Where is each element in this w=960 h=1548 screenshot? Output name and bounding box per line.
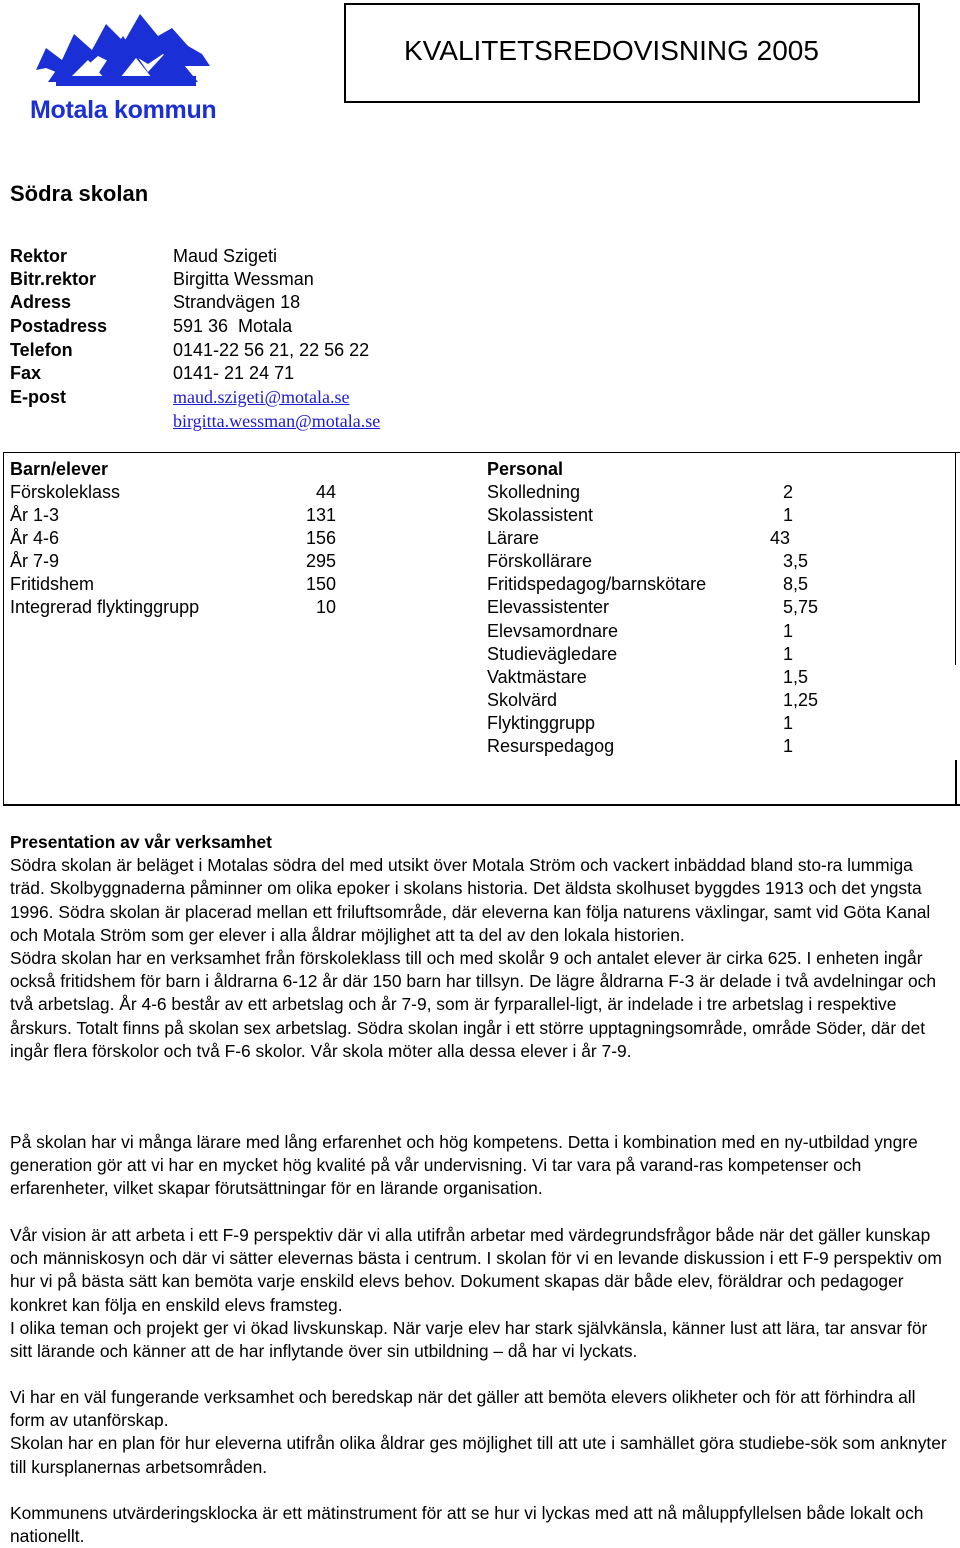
- contact-label: E-post: [10, 387, 66, 407]
- document-title: KVALITETSREDOVISNING 2005: [404, 35, 819, 66]
- staff-label: Lärare: [487, 528, 540, 548]
- students-label: År 7-9: [10, 551, 60, 571]
- staff-label: Elevassistenter: [487, 597, 610, 617]
- presentation-block-2: [10, 1131, 950, 1201]
- students-label: År 1-3: [10, 505, 60, 525]
- staff-value: 1: [783, 505, 794, 525]
- staff-value: 8,5: [783, 574, 809, 594]
- stats-box-edge: [955, 452, 956, 665]
- students-value: 295: [305, 551, 336, 571]
- contact-label: Telefon: [10, 340, 73, 360]
- staff-row: [487, 735, 794, 758]
- staff-label: Resurspedagog: [487, 736, 615, 756]
- presentation-paragraph: På skolan har vi många lärare med lång erfarenhet och hög kompetens. Detta i kombination med en ny-utbildad yngre generation gör att vi har en mycket hög kvalité på vår undervisning. Vi tar vara på varand-ras kompetenser och erfarenheter, vilket skapar förutsättningar för en lärande organisation.: [10, 1132, 918, 1199]
- staff-row: [487, 712, 794, 735]
- contact-value: 591 36 Motala: [173, 316, 293, 336]
- contact-value: Maud Szigeti: [173, 246, 278, 266]
- students-row: [10, 596, 336, 619]
- students-value: 44: [315, 482, 336, 502]
- staff-row: [487, 527, 791, 550]
- staff-row: [487, 643, 794, 666]
- students-label: År 4-6: [10, 528, 60, 548]
- staff-row: [487, 620, 794, 643]
- email-link-rektor[interactable]: maud.szigeti@motala.se: [173, 387, 350, 407]
- students-value: 150: [305, 574, 336, 594]
- staff-row: [487, 481, 794, 504]
- staff-label: Studievägledare: [487, 644, 618, 664]
- students-row: [10, 550, 336, 573]
- presentation-block-5: [10, 1502, 950, 1548]
- staff-label: Vaktmästare: [487, 667, 587, 687]
- staff-value: 1: [783, 621, 794, 641]
- staff-value: 1,25: [783, 690, 819, 710]
- students-value: 10: [315, 597, 336, 617]
- staff-label: Förskollärare: [487, 551, 593, 571]
- contact-label: Postadress: [10, 316, 108, 336]
- students-value: 156: [305, 528, 336, 548]
- students-label: Fritidshem: [10, 574, 95, 594]
- students-heading: Barn/elever: [10, 459, 109, 479]
- contact-value: 0141-22 56 21, 22 56 22: [173, 340, 370, 360]
- staff-label: Fritidspedagog/barnskötare: [487, 574, 707, 594]
- email-link-bitr-rektor[interactable]: birgitta.wessman@motala.se: [173, 411, 381, 431]
- school-name: Södra skolan: [10, 181, 149, 206]
- staff-row: [487, 689, 819, 712]
- logo-text: Motala kommun: [30, 96, 217, 124]
- staff-value: 5,75: [783, 597, 819, 617]
- staff-row: [487, 504, 794, 527]
- presentation-paragraph: Vår vision är att arbeta i ett F-9 perspektiv där vi alla utifrån arbetar med värdegrundsfrågor både när det gäller kunskap och människosyn och där vi sätter elevernas bästa i centrum. I skolan för vi en levande diskussion i ett F-9 perspektiv om hur vi på bästa sätt kan bemöta varje enskild elevs behov. Dokument skapas där både elev, föräldrar och pedagoger konkret kan följa en enskild elevs framsteg.: [10, 1225, 942, 1315]
- staff-row: [487, 573, 809, 596]
- presentation-block-4: [10, 1386, 950, 1479]
- contact-label: Adress: [10, 292, 72, 312]
- contact-value: 0141- 21 24 71: [173, 363, 295, 383]
- staff-row: [487, 666, 809, 689]
- presentation-paragraph: Skolan har en plan för hur eleverna utifrån olika åldrar ges möjlighet till att ute i samhället göra studiebe-sök som anknyter till kursplanernas arbetsområden.: [10, 1433, 947, 1477]
- staff-value: 1,5: [783, 667, 809, 687]
- staff-label: Skolvärd: [487, 690, 558, 710]
- students-row: [10, 527, 336, 550]
- staff-value: 2: [783, 482, 794, 502]
- staff-label: Flyktinggrupp: [487, 713, 596, 733]
- staff-label: Elevsamordnare: [487, 621, 619, 641]
- staff-value: 3,5: [783, 551, 809, 571]
- title-box: [344, 3, 920, 103]
- staff-value: 1: [783, 644, 794, 664]
- staff-row: [487, 596, 819, 619]
- presentation-paragraph: Vi har en väl fungerande verksamhet och beredskap när det gäller att bemöta elevers olikheter och för att förhindra all form av utanförskap.: [10, 1387, 916, 1431]
- staff-value: 43: [770, 528, 791, 548]
- contact-label: Fax: [10, 363, 42, 383]
- staff-label: Skolassistent: [487, 505, 594, 525]
- staff-label: Skolledning: [487, 482, 581, 502]
- students-row: [10, 573, 336, 596]
- staff-row: [487, 550, 809, 573]
- presentation-paragraph: I olika teman och projekt ger vi ökad livskunskap. När varje elev har stark självkänsla, känner lust att lära, tar ansvar för sitt lärande och känner att de har inflytande över sin utbildning – då har vi lyckats.: [10, 1317, 928, 1362]
- staff-heading: Personal: [487, 459, 564, 479]
- presentation-paragraph: Kommunens utvärderingsklocka är ett mätinstrument för att se hur vi lyckas med att nå måluppfyllelsen både lokalt och nationellt.: [10, 1503, 924, 1547]
- contact-label: Rektor: [10, 246, 68, 266]
- students-value: 131: [305, 505, 336, 525]
- students-label: Integrerad flyktinggrupp: [10, 597, 200, 617]
- contact-value: Strandvägen 18: [173, 292, 301, 312]
- presentation-block-3: [10, 1224, 950, 1363]
- presentation-paragraph: Södra skolan är beläget i Motalas södra del med utsikt över Motala Ström och vackert inbäddad bland sto-ra lummiga träd. Skolbyggnaderna påminner om olika epoker i skolans historia. Det äldsta skolhuset byggdes 1913 och det yngsta 1996. Södra skolan är placerad mellan ett friluftsområde, där eleverna kan följa naturens växlingar, samt vid Göta Kanal och Motala Ström som ger elever i alla åldrar möjlighet att ta del av den lokala historien.: [10, 855, 931, 945]
- presentation-heading: Presentation av vår verksamhet: [10, 832, 272, 852]
- students-row: [10, 481, 336, 504]
- students-label: Förskoleklass: [10, 482, 121, 502]
- stats-box-edge: [955, 760, 957, 806]
- contact-label: Bitr.rektor: [10, 269, 97, 289]
- staff-value: 1: [783, 736, 794, 756]
- students-row: [10, 504, 336, 527]
- presentation-block-1: [10, 831, 950, 1063]
- staff-value: 1: [783, 713, 794, 733]
- contact-value: Birgitta Wessman: [173, 269, 314, 289]
- presentation-paragraph: Södra skolan har en verksamhet från förskoleklass till och med skolår 9 och antalet elever är cirka 625. I enheten ingår också fritidshem för barn i åldrarna 6-12 år där 150 barn har tillsyn. De lägre åldrarna F-3 är delade i två avdelningar och två arbetslag. År 4-6 består av ett arbetslag och år 7-9, som är fyrparallel-ligt, är indelade i tre arbetslag i respektive årskurs. Totalt finns på skolan sex arbetslag. Södra skolan ingår i ett större upptagningsområde, område Söder, där det ingår flera förskolor och två F-6 skolor. Vår skola möter alla dessa elever i år 7-9.: [10, 948, 937, 1061]
